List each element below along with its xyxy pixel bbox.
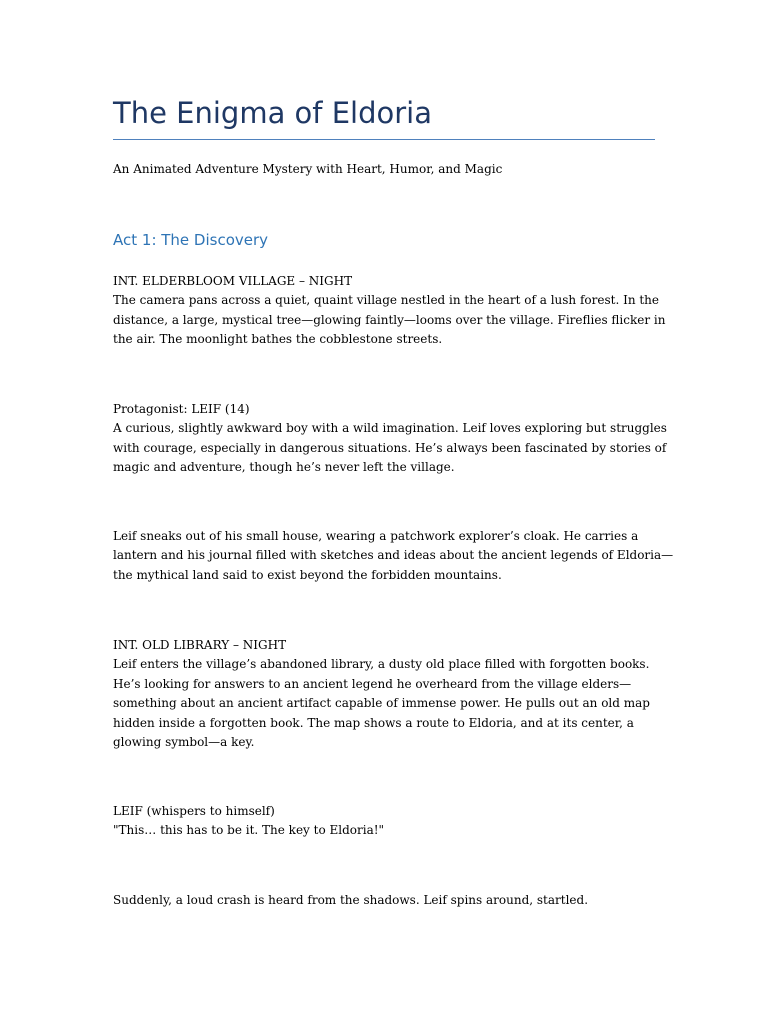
act-heading: Act 1: The Discovery (113, 231, 269, 249)
scene-paragraph-library (113, 636, 658, 752)
paragraph-line: distance, a large, mystical tree—glowing faintly—looms over the village. Fireflies flicker in (113, 312, 666, 327)
character-paragraph-leif (113, 400, 667, 478)
paragraph-line: A curious, slightly awkward boy with a wild imagination. Leif loves exploring but struggles (113, 421, 667, 436)
dialogue-paragraph-leif (113, 802, 658, 841)
title-underline (113, 139, 655, 140)
paragraph-line: glowing symbol—a key. (113, 735, 255, 750)
document-title: The Enigma of Eldoria (113, 96, 433, 130)
paragraph-line: Suddenly, a loud crash is heard from the shadows. Leif spins around, startled. (113, 893, 589, 907)
paragraph-line: LEIF (whispers to himself) (113, 804, 275, 818)
paragraph-line: INT. ELDERBLOOM VILLAGE – NIGHT (113, 274, 353, 288)
action-paragraph-sneaks-out (113, 527, 674, 585)
paragraph-line: Leif enters the village’s abandoned library, a dusty old place filled with forgotten books. (113, 657, 650, 672)
paragraph-line: with courage, especially in dangerous situations. He’s always been fascinated by stories of (113, 440, 667, 455)
paragraph-line: The camera pans across a quiet, quaint village nestled in the heart of a lush forest. In the (113, 293, 660, 308)
paragraph-line: lantern and his journal filled with sketches and ideas about the ancient legends of Eldoria— (113, 548, 674, 563)
document-subtitle: An Animated Adventure Mystery with Heart, Humor, and Magic (113, 162, 503, 176)
paragraph-line: something about an ancient artifact capable of immense power. He pulls out an old map (113, 696, 650, 711)
paragraph-line: the air. The moonlight bathes the cobblestone streets. (113, 332, 443, 347)
paragraph-line: Leif sneaks out of his small house, wearing a patchwork explorer’s cloak. He carries a (113, 529, 639, 543)
paragraph-line: magic and adventure, though he’s never left the village. (113, 460, 455, 475)
scene-paragraph-village (113, 272, 666, 350)
action-paragraph-crash (113, 891, 658, 910)
paragraph-line: He’s looking for answers to an ancient legend he overheard from the village elders— (113, 676, 632, 691)
paragraph-line: hidden inside a forgotten book. The map shows a route to Eldoria, and at its center, a (113, 715, 634, 730)
paragraph-line: INT. OLD LIBRARY – NIGHT (113, 638, 287, 652)
paragraph-line: "This… this has to be it. The key to Eldoria!" (113, 823, 385, 838)
paragraph-line: Protagonist: LEIF (14) (113, 402, 250, 416)
paragraph-line: the mythical land said to exist beyond the forbidden mountains. (113, 567, 502, 582)
